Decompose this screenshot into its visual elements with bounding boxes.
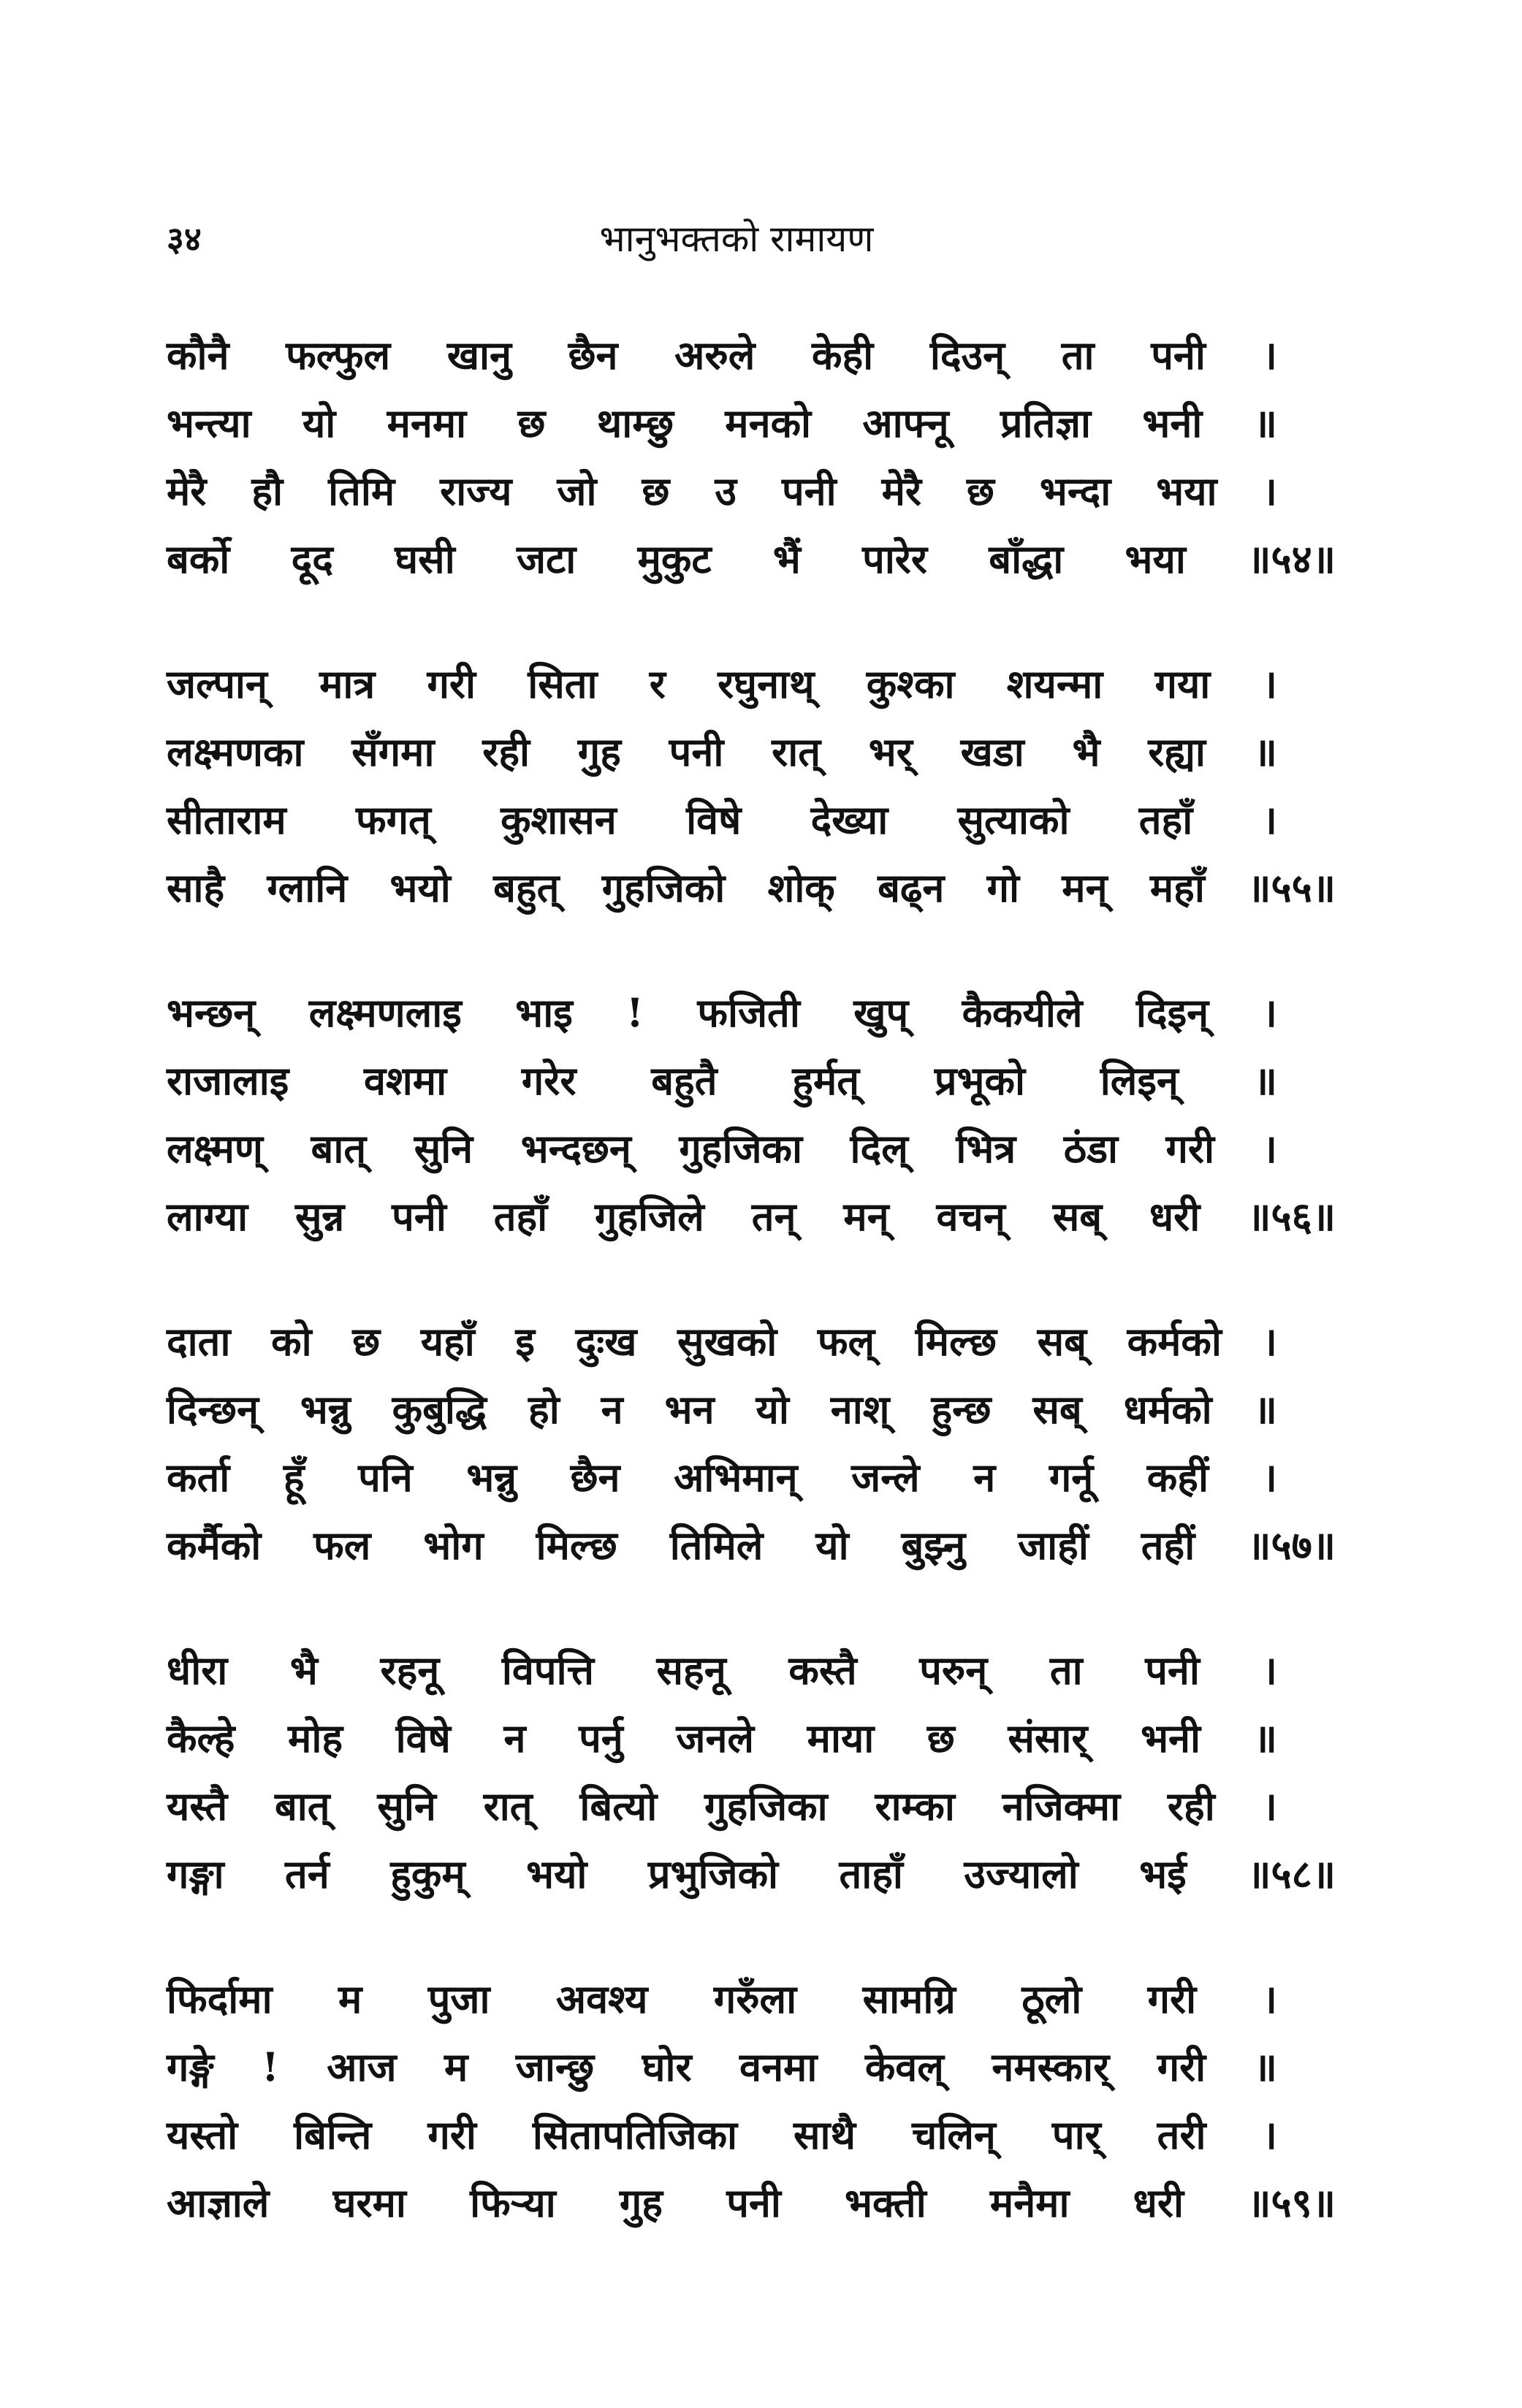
running-title: भानुभक्तको रामायण — [599, 218, 874, 260]
verse-line: कैल्हे मोह विषे न पर्नु जनले माया छ संसार् भनी ॥ — [167, 1715, 1277, 1761]
verse-line: जल्पान् मात्र गरी सिता र रघुनाथ् कुश्का शयन्मा गया । — [167, 660, 1277, 707]
verse-line: फिर्दामा म पुजा अवश्य गरुँला सामग्रि ठूलो गरी । — [167, 1975, 1277, 2022]
verse-line: कर्मैको फल भोग मिल्छ तिमिले यो बुझ्नु जाहीं तहीं ॥५७॥ — [167, 1522, 1336, 1569]
stanza — [167, 1637, 1336, 1908]
verse-body — [167, 321, 1336, 2294]
verse-line: सीताराम फगत् कुशासन विषे देख्या सुत्याको तहाँ । — [167, 796, 1277, 843]
verse-line: मेरै हौ तिमि राज्य जो छ उ पनी मेरै छ भन्दा भया । — [167, 468, 1277, 514]
verse-line: गङ्गे ! आज म जान्छु घोर वनमा केवल् नमस्कार् गरी ॥ — [167, 2043, 1277, 2090]
verse-line: दाता को छ यहाँ इ दुःख सुखको फल् मिल्छ सब् कर्मको । — [167, 1318, 1277, 1365]
verse-line: साहै ग्लानि भयो बहुत् गुहजिको शोक् बढ्न गो मन् महाँ ॥५५॥ — [167, 864, 1336, 911]
verse-line: बर्को दूद घसी जटा मुकुट भैं पारेर बाँद्धा भया ॥५४॥ — [167, 536, 1336, 582]
verse-line: लक्ष्मण् बात् सुनि भन्दछन् गुहजिका दिल् भित्र ठंडा गरी । — [167, 1125, 1277, 1172]
page-header — [167, 213, 1306, 264]
verse-line: लाग्या सुन्न पनी तहाँ गुहजिले तन् मन् वचन् सब् धरी ॥५६॥ — [167, 1193, 1336, 1240]
stanza — [167, 979, 1336, 1251]
verse-line: गङ्गा तर्न हुकुम् भयो प्रभुजिको ताहाँ उज्यालो भई ॥५८॥ — [167, 1851, 1336, 1897]
verse-line: भन्त्या यो मनमा छ थाम्छु मनको आफ्नू प्रतिज्ञा भनी ॥ — [167, 400, 1277, 446]
verse-line: राजालाइ वशमा गरेर बहुतै हुर्मत् प्रभूको लिइन् ॥ — [167, 1057, 1277, 1104]
verse-line: यस्तो बिन्ति गरी सितापतिजिका साथै चलिन् पार् तरी । — [167, 2111, 1277, 2158]
verse-line: आज्ञाले घरमा फिऱ्या गुह पनी भक्ती मनैमा धरी ॥५९॥ — [167, 2179, 1336, 2226]
stanza — [167, 1965, 1336, 2237]
stanza — [167, 1308, 1336, 1580]
stanza — [167, 650, 1336, 922]
page-number: ३४ — [167, 219, 202, 259]
verse-line: लक्ष्मणका सँगमा रही गुह पनी रात् भर् खडा भै रह्या ॥ — [167, 728, 1277, 775]
stanza — [167, 321, 1336, 593]
verse-line: यस्तै बात् सुनि रात् बित्यो गुहजिका राम्का नजिक्मा रही । — [167, 1783, 1277, 1829]
verse-line: धीरा भै रहनू विपत्ति सहनू कस्तै परुन् ता पनी । — [167, 1647, 1277, 1693]
verse-line: भन्छन् लक्ष्मणलाइ भाइ ! फजिती खुप् कैकयीले दिइन् । — [167, 989, 1277, 1036]
verse-line: दिन्छन् भन्नु कुबुद्धि हो न भन यो नाश् हुन्छ सब् धर्मको ॥ — [167, 1386, 1277, 1433]
verse-line: कर्ता हूँ पनि भन्नु छैन अभिमान् जन्ले न गर्नू कहीं । — [167, 1454, 1277, 1501]
verse-line: कौनै फल्फुल खानु छैन अरुले केही दिउन् ता पनी । — [167, 332, 1277, 378]
